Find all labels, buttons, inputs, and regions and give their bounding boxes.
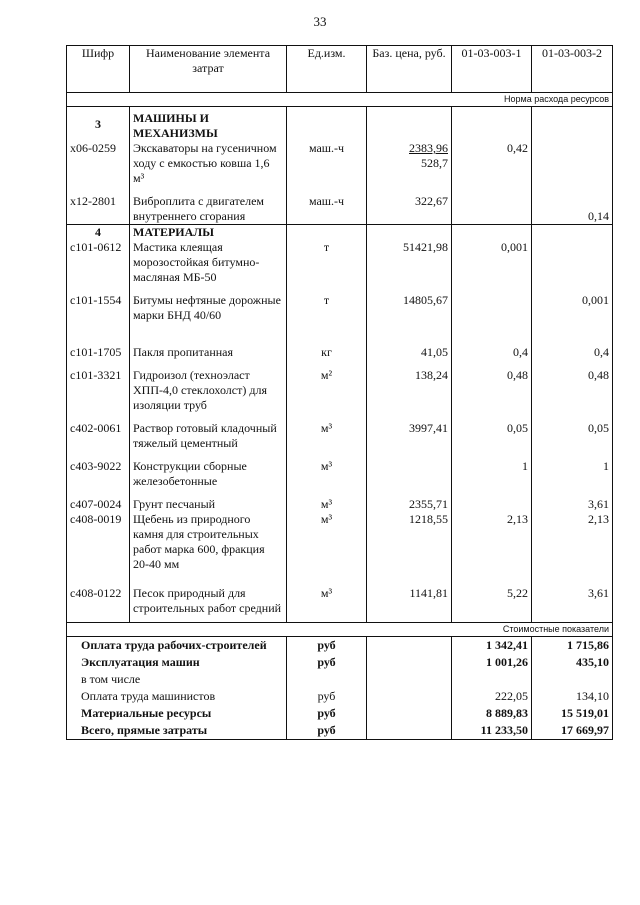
row-code: с408-0122 <box>67 586 130 616</box>
row-code: с408-0019 <box>67 512 130 572</box>
row-unit: маш.-ч <box>287 141 367 186</box>
row-name: Пакля пропитанная <box>130 345 287 360</box>
row-code: с101-3321 <box>67 368 130 413</box>
cost-name: Оплата труда рабочих-строителей <box>67 637 287 655</box>
norm-label-row <box>67 93 613 107</box>
row-unit: т <box>287 240 367 285</box>
row-unit: м³ <box>287 586 367 616</box>
row-unit: м³ <box>287 421 367 451</box>
row-name: Щебень из природного камня для строительных работ марка 600, фракция 20-40 мм <box>130 512 287 572</box>
row-price-secondary: 528,7 <box>421 156 448 170</box>
cost-value-col2: 134,10 <box>532 688 613 705</box>
section-materials-row <box>67 225 613 241</box>
row-value-col1 <box>452 194 532 225</box>
row-code: с101-1554 <box>67 293 130 323</box>
cost-unit: руб <box>287 654 367 671</box>
table-row <box>67 141 613 186</box>
row-value-col2: 0,4 <box>532 345 613 360</box>
cost-value-col2 <box>532 671 613 688</box>
row-value-col1: 0,42 <box>452 141 532 186</box>
row-price: 1218,55 <box>367 512 452 572</box>
cost-name: Всего, прямые затраты <box>67 722 287 740</box>
section-machines-title: МАШИНЫ И МЕХАНИЗМЫ <box>130 107 287 142</box>
row-price <box>367 141 452 186</box>
section-machines-num: 3 <box>67 107 130 142</box>
table-row <box>67 421 613 451</box>
row-price: 138,24 <box>367 368 452 413</box>
row-unit: т <box>287 293 367 323</box>
row-name: Битумы нефтяные дорожные марки БНД 40/60 <box>130 293 287 323</box>
row-value-col1: 2,13 <box>452 512 532 572</box>
row-name: Грунт песчаный <box>130 497 287 512</box>
norm-label: Норма расхода ресурсов <box>67 93 613 107</box>
row-name: Раствор готовый кладочный тяжелый цементный <box>130 421 287 451</box>
row-price: 2355,71 <box>367 497 452 512</box>
cost-value-col1: 11 233,50 <box>452 722 532 740</box>
table-row <box>67 293 613 323</box>
row-unit: маш.-ч <box>287 194 367 225</box>
row-value-col2: 2,13 <box>532 512 613 572</box>
header-col2: 01-03-003-2 <box>532 46 613 93</box>
cost-unit <box>287 671 367 688</box>
cost-value-col2: 15 519,01 <box>532 705 613 722</box>
row-price <box>367 459 452 489</box>
row-price: 1141,81 <box>367 586 452 616</box>
row-price: 14805,67 <box>367 293 452 323</box>
row-price: 3997,41 <box>367 421 452 451</box>
cost-label-row <box>67 623 613 637</box>
row-unit: м³ <box>287 512 367 572</box>
row-value-col2 <box>532 240 613 285</box>
row-value-col2: 1 <box>532 459 613 489</box>
cost-row <box>67 671 613 688</box>
row-value-col2: 3,61 <box>532 586 613 616</box>
row-value-col1: 5,22 <box>452 586 532 616</box>
row-code: с101-1705 <box>67 345 130 360</box>
table-row <box>67 512 613 572</box>
cost-value-col1: 1 001,26 <box>452 654 532 671</box>
header-name: Наименование элемента затрат <box>130 46 287 93</box>
cost-unit: руб <box>287 637 367 655</box>
cost-unit: руб <box>287 722 367 740</box>
row-price-main: 2383,96 <box>409 141 448 155</box>
cost-row-total <box>67 722 613 740</box>
row-value-col1: 1 <box>452 459 532 489</box>
cost-name: Материальные ресурсы <box>67 705 287 722</box>
table-row <box>67 240 613 285</box>
row-code: с407-0024 <box>67 497 130 512</box>
row-value-col2: 0,001 <box>532 293 613 323</box>
table-row <box>67 497 613 512</box>
row-value-col2: 0,14 <box>532 194 613 225</box>
cost-value-col2: 1 715,86 <box>532 637 613 655</box>
row-value-col1 <box>452 293 532 323</box>
cost-name: Эксплуатация машин <box>67 654 287 671</box>
cost-value-col2: 435,10 <box>532 654 613 671</box>
row-price: 41,05 <box>367 345 452 360</box>
row-value-col2: 0,48 <box>532 368 613 413</box>
row-name: Гидроизол (техноэласт ХПП-4,0 стеклохолст) для изоляции труб <box>130 368 287 413</box>
row-name: Конструкции сборные железобетонные <box>130 459 287 489</box>
row-value-col2: 0,05 <box>532 421 613 451</box>
row-unit: м³ <box>287 497 367 512</box>
row-unit: м³ <box>287 459 367 489</box>
row-code: х06-0259 <box>67 141 130 186</box>
section-machines-row <box>67 107 613 142</box>
cost-value-col2: 17 669,97 <box>532 722 613 740</box>
row-price: 51421,98 <box>367 240 452 285</box>
row-value-col1: 0,05 <box>452 421 532 451</box>
section-materials-title: МАТЕРИАЛЫ <box>130 225 287 241</box>
cost-row <box>67 705 613 722</box>
header-base-price: Баз. цена, руб. <box>367 46 452 93</box>
page-number: 33 <box>313 14 327 29</box>
header-unit: Ед.изм. <box>287 46 367 93</box>
row-value-col1: 0,48 <box>452 368 532 413</box>
row-name: Песок природный для строительных работ средний <box>130 586 287 616</box>
resource-norm-table <box>66 45 613 740</box>
section-materials-num: 4 <box>67 225 130 241</box>
table-header-row <box>67 46 613 93</box>
table-row <box>67 368 613 413</box>
table-row <box>67 459 613 489</box>
cost-label: Стоимостные показатели <box>67 623 613 637</box>
cost-unit: руб <box>287 705 367 722</box>
row-value-col1: 0,4 <box>452 345 532 360</box>
header-code: Шифр <box>67 46 130 93</box>
row-value-col2: 3,61 <box>532 497 613 512</box>
row-code: с403-9022 <box>67 459 130 489</box>
cost-value-col1 <box>452 671 532 688</box>
cost-row <box>67 637 613 655</box>
header-col1: 01-03-003-1 <box>452 46 532 93</box>
row-value-col2 <box>532 141 613 186</box>
cost-row <box>67 688 613 705</box>
row-value-col1: 0,001 <box>452 240 532 285</box>
cost-value-col1: 222,05 <box>452 688 532 705</box>
row-unit: м² <box>287 368 367 413</box>
cost-row <box>67 654 613 671</box>
table-row <box>67 345 613 360</box>
row-price: 322,67 <box>367 194 452 225</box>
row-value-col1 <box>452 497 532 512</box>
row-name: Экскаваторы на гусеничном ходу с емкостью ковша 1,6 м³ <box>130 141 287 186</box>
cost-unit: руб <box>287 688 367 705</box>
row-code: х12-2801 <box>67 194 130 225</box>
row-code: с101-0612 <box>67 240 130 285</box>
cost-value-col1: 8 889,83 <box>452 705 532 722</box>
cost-value-col1: 1 342,41 <box>452 637 532 655</box>
table-row <box>67 194 613 225</box>
row-unit: кг <box>287 345 367 360</box>
row-name: Виброплита с двигателем внутреннего сгорания <box>130 194 287 225</box>
cost-name: в том числе <box>67 671 287 688</box>
table-row <box>67 586 613 616</box>
cost-name: Оплата труда машинистов <box>67 688 287 705</box>
row-name: Мастика клеящая морозостойкая битумно-масляная МБ-50 <box>130 240 287 285</box>
row-code: с402-0061 <box>67 421 130 451</box>
